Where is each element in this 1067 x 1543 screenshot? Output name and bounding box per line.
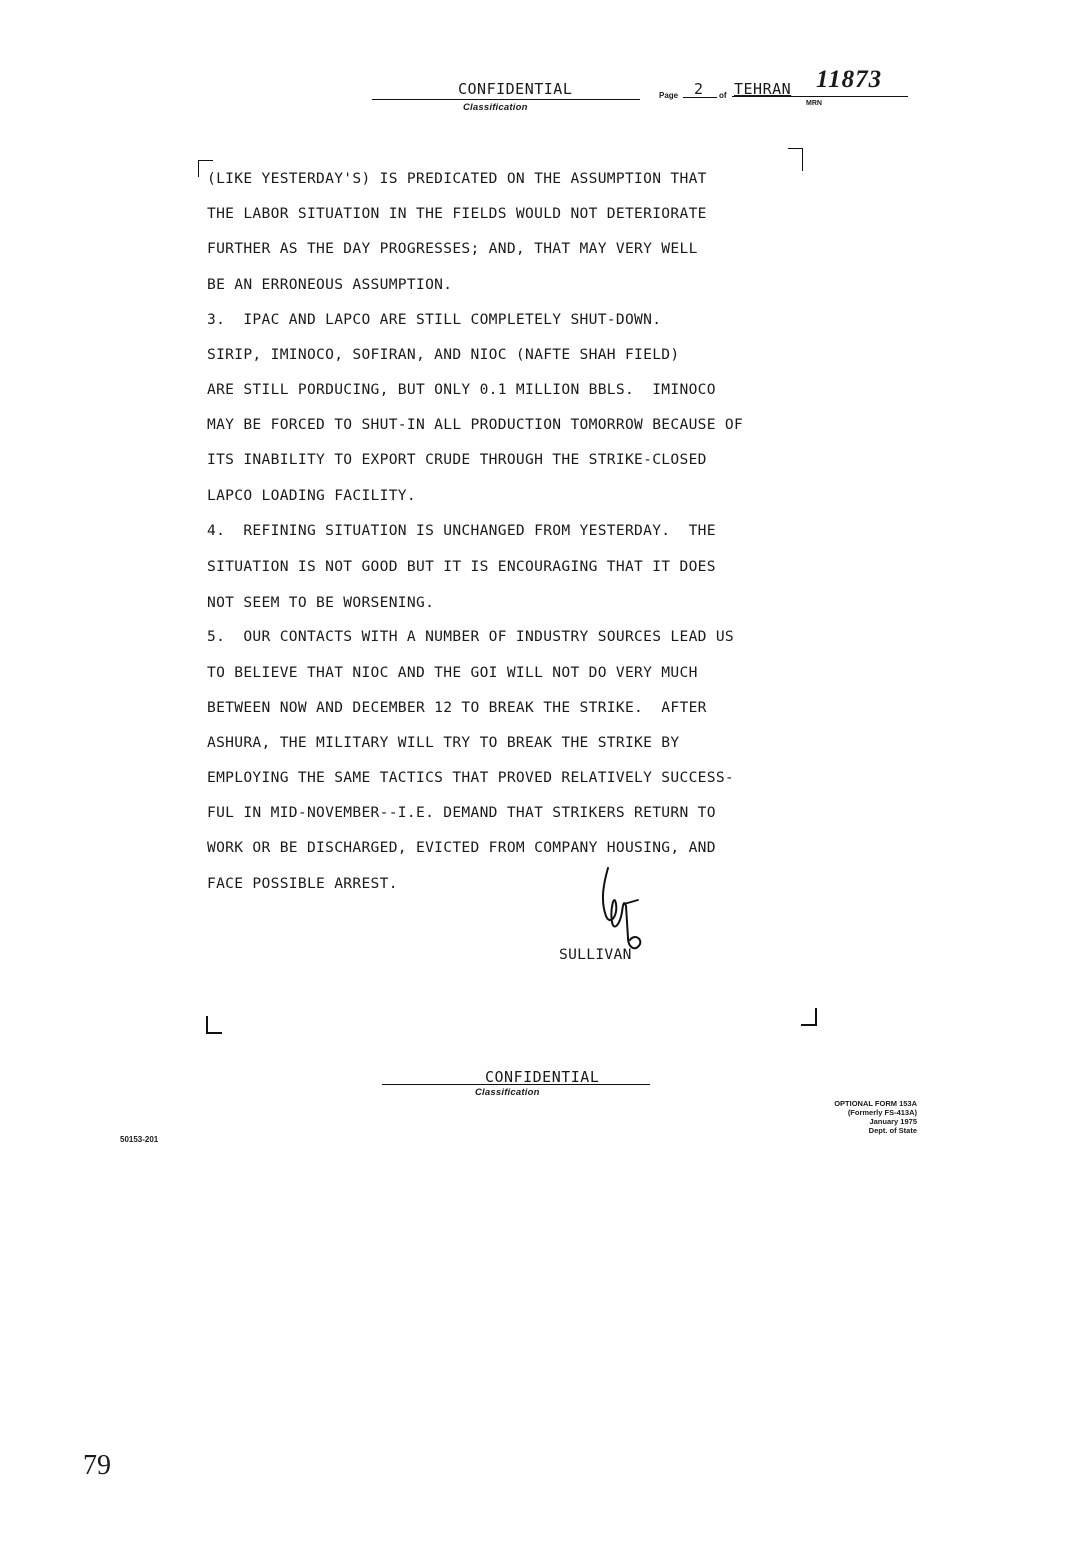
optional-form-note bbox=[834, 1099, 917, 1135]
post-name: TEHRAN bbox=[734, 80, 792, 98]
body-line: BETWEEN NOW AND DECEMBER 12 TO BREAK THE STRIKE. AFTER bbox=[207, 699, 707, 716]
body-line: MAY BE FORCED TO SHUT-IN ALL PRODUCTION TOMORROW BECAUSE OF bbox=[207, 416, 744, 433]
form-note-line: Dept. of State bbox=[868, 1126, 917, 1135]
page-number-rule bbox=[683, 97, 717, 98]
body-line: 4. REFINING SITUATION IS UNCHANGED FROM YESTERDAY. THE bbox=[207, 522, 716, 539]
body-line: NOT SEEM TO BE WORSENING. bbox=[207, 594, 435, 611]
body-line: BE AN ERRONEOUS ASSUMPTION. bbox=[207, 276, 453, 293]
handwritten-ref-number: 11873 bbox=[816, 66, 883, 93]
header-classification-rule bbox=[372, 99, 640, 100]
signature-name: SULLIVAN bbox=[559, 946, 632, 963]
body-line: FACE POSSIBLE ARREST. bbox=[207, 875, 398, 892]
header-classification: CONFIDENTIAL bbox=[458, 80, 573, 98]
post-rule bbox=[732, 96, 908, 97]
body-line: LAPCO LOADING FACILITY. bbox=[207, 487, 416, 504]
post-sub: MRN bbox=[806, 100, 822, 107]
handwritten-initials-icon bbox=[590, 860, 650, 960]
body-line: WORK OR BE DISCHARGED, EVICTED FROM COMPANY HOUSING, AND bbox=[207, 839, 716, 856]
body-line: SITUATION IS NOT GOOD BUT IT IS ENCOURAGING THAT IT DOES bbox=[207, 558, 716, 575]
form-note-line: (Formerly FS-413A) bbox=[847, 1108, 917, 1117]
body-line: SIRIP, IMINOCO, SOFIRAN, AND NIOC (NAFTE SHAH FIELD) bbox=[207, 346, 680, 363]
body-line: FURTHER AS THE DAY PROGRESSES; AND, THAT MAY VERY WELL bbox=[207, 240, 698, 257]
form-note-line: January 1975 bbox=[869, 1117, 917, 1126]
body-line: (LIKE YESTERDAY'S) IS PREDICATED ON THE ASSUMPTION THAT bbox=[207, 170, 707, 187]
body-line: ARE STILL PORDUCING, BUT ONLY 0.1 MILLION BBLS. IMINOCO bbox=[207, 381, 716, 398]
body-line: ASHURA, THE MILITARY WILL TRY TO BREAK THE STRIKE BY bbox=[207, 734, 680, 751]
form-code: 50153-201 bbox=[120, 1135, 159, 1144]
form-note-line: OPTIONAL FORM 153A bbox=[834, 1099, 917, 1108]
body-line: TO BELIEVE THAT NIOC AND THE GOI WILL NOT DO VERY MUCH bbox=[207, 664, 698, 681]
body-line: 3. IPAC AND LAPCO ARE STILL COMPLETELY SHUT-DOWN. bbox=[207, 311, 662, 328]
body-line: 5. OUR CONTACTS WITH A NUMBER OF INDUSTRY SOURCES LEAD US bbox=[207, 628, 734, 645]
footer-classification: CONFIDENTIAL bbox=[485, 1068, 600, 1086]
body-line: ITS INABILITY TO EXPORT CRUDE THROUGH THE STRIKE-CLOSED bbox=[207, 451, 707, 468]
corner-bracket-top-right bbox=[788, 148, 803, 171]
corner-bracket-bottom-left bbox=[206, 1016, 222, 1034]
of-label: of bbox=[719, 91, 727, 100]
footer-classification-caption: Classification bbox=[475, 1087, 540, 1098]
body-line: EMPLOYING THE SAME TACTICS THAT PROVED RELATIVELY SUCCESS- bbox=[207, 769, 734, 786]
footer-classification-rule bbox=[382, 1084, 650, 1085]
body-line: FUL IN MID-NOVEMBER--I.E. DEMAND THAT STRIKERS RETURN TO bbox=[207, 804, 716, 821]
header-classification-caption: Classification bbox=[463, 102, 528, 113]
page-label: Page bbox=[659, 91, 679, 100]
corner-bracket-bottom-right bbox=[801, 1008, 817, 1026]
document-page-number: 79 bbox=[83, 1450, 111, 1481]
page-number: 2 bbox=[694, 80, 704, 98]
body-line: THE LABOR SITUATION IN THE FIELDS WOULD NOT DETERIORATE bbox=[207, 205, 707, 222]
